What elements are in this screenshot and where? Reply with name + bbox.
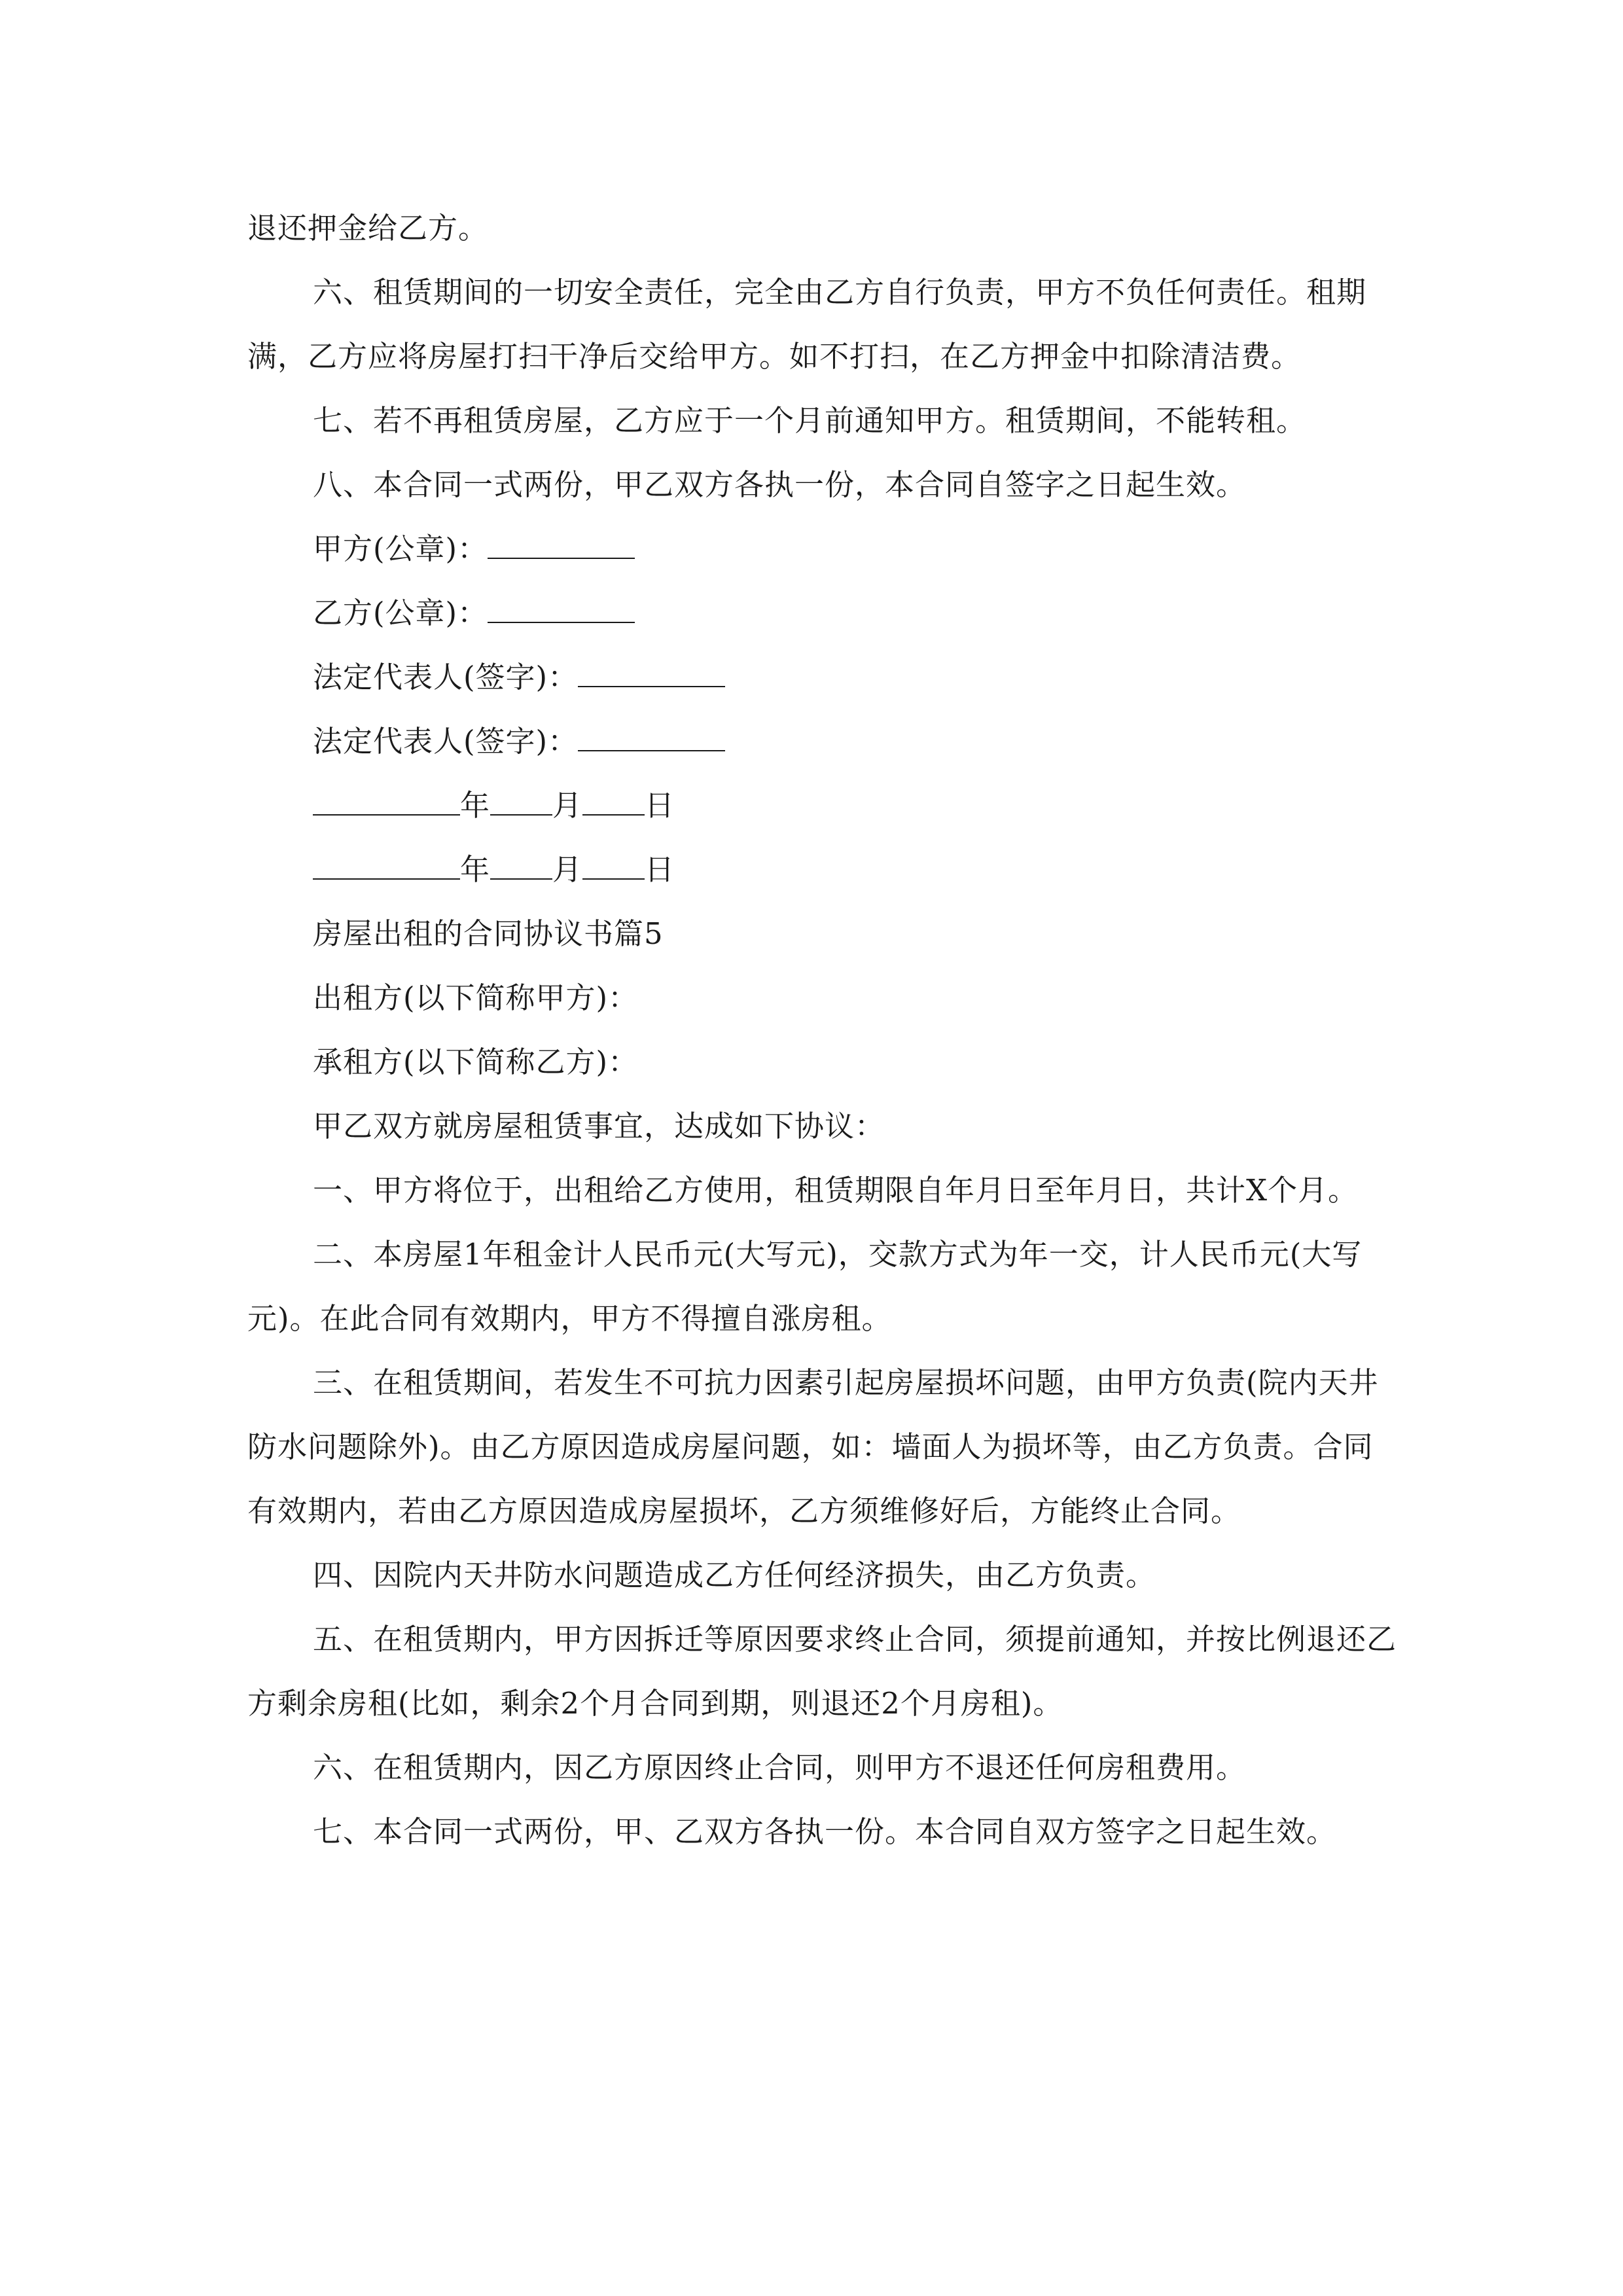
- party-b-seal-label: 乙方(公章)：: [313, 596, 488, 630]
- paragraph-agreement: 甲乙双方就房屋租赁事宜，达成如下协议：: [313, 1109, 885, 1143]
- date-a-day-blank: [582, 788, 645, 816]
- rep-b-sign-blank: [578, 724, 725, 751]
- paragraph-clause-8-copies: 八、本合同一式两份，甲乙双方各执一份，本合同自签字之日起生效。: [313, 467, 1247, 502]
- party-a-seal-line: [247, 517, 1399, 581]
- date-a-day-label: 日: [645, 788, 675, 823]
- paragraph-clause-5-termination: 五、在租赁期内，甲方因拆迁等原因要求终止合同，须提前通知，并按比例退还乙方剩余房租(比如，剩余2个月合同到期，则退还2个月房租)。: [247, 1622, 1397, 1721]
- paragraph-clause-6-safety: 六、租赁期间的一切安全责任，完全由乙方自行负责，甲方不负任何责任。租期满，乙方应将房屋打扫干净后交给甲方。如不打扫，在乙方押金中扣除清洁费。: [247, 275, 1367, 374]
- contract-page: [247, 196, 1399, 1864]
- rep-b-sign-label: 法定代表人(签字)：: [313, 724, 579, 759]
- paragraph-clause-6-no-refund: 六、在租赁期内，因乙方原因终止合同，则甲方不退还任何房租费用。: [313, 1750, 1247, 1785]
- rep-a-sign-blank: [578, 660, 725, 687]
- bottom-paragraphs: [247, 966, 1399, 1864]
- rep-a-sign-label: 法定代表人(签字)：: [313, 660, 579, 694]
- section-title: 房屋出租的合同协议书篇5: [313, 916, 664, 951]
- date-b-day-label: 日: [645, 852, 675, 887]
- paragraph-clause-7-notice: 七、若不再租赁房屋，乙方应于一个月前通知甲方。租赁期间，不能转租。: [313, 403, 1307, 438]
- party-a-seal-blank: [488, 531, 635, 559]
- paragraph-return-deposit: 退还押金给乙方。: [247, 211, 489, 245]
- paragraph-clause-3-damage: 三、在租赁期间，若发生不可抗力因素引起房屋损坏问题，由甲方负责(院内天井防水问题除外)。由乙方原因造成房屋问题，如：墙面人为损坏等，由乙方负责。合同有效期内，若由乙方原因造成房屋损坏，乙方须维修好后，方能终止合同。: [247, 1365, 1379, 1528]
- date-a-month-label: 月: [552, 788, 583, 823]
- paragraph-lessee: 承租方(以下简称乙方)：: [313, 1045, 639, 1079]
- date-line-b: [247, 838, 1399, 902]
- party-b-seal-line: [247, 581, 1399, 645]
- date-b-day-blank: [582, 852, 645, 880]
- date-b-month-blank: [490, 852, 552, 880]
- party-b-seal-blank: [488, 596, 635, 623]
- paragraph-lessor: 出租方(以下简称甲方)：: [313, 980, 639, 1015]
- paragraph-clause-7-effective: 七、本合同一式两份，甲、乙双方各执一份。本合同自双方签字之日起生效。: [313, 1814, 1337, 1849]
- date-b-month-label: 月: [552, 852, 583, 887]
- date-a-year-label: 年: [460, 788, 491, 823]
- date-a-month-blank: [490, 788, 552, 816]
- date-a-year-blank: [313, 788, 460, 816]
- paragraph-clause-4-waterproof: 四、因院内天井防水问题造成乙方任何经济损失，由乙方负责。: [313, 1558, 1156, 1592]
- rep-b-sign-line: [247, 709, 1399, 774]
- signature-block: [247, 517, 1399, 902]
- rep-a-sign-line: [247, 645, 1399, 709]
- date-b-year-blank: [313, 852, 460, 880]
- party-a-seal-label: 甲方(公章)：: [313, 531, 488, 566]
- top-paragraphs: [247, 196, 1399, 517]
- paragraph-clause-2-rent: 二、本房屋1年租金计人民币元(大写元)，交款方式为年一交，计人民币元(大写元)。在此合同有效期内，甲方不得擅自涨房租。: [247, 1237, 1363, 1336]
- date-line-a: [247, 774, 1399, 838]
- date-b-year-label: 年: [460, 852, 491, 887]
- paragraph-clause-1-term: 一、甲方将位于，出租给乙方使用，租赁期限自年月日至年月日，共计X个月。: [313, 1173, 1359, 1208]
